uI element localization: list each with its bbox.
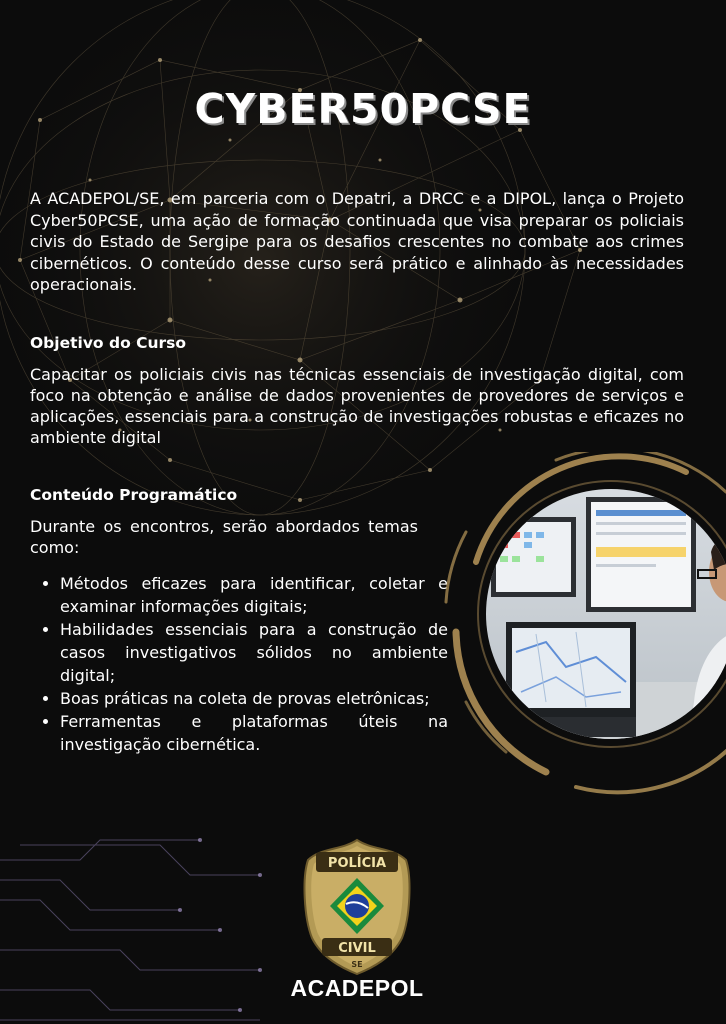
- list-item: • Boas práticas na coleta de provas eletrônicas;: [60, 687, 448, 710]
- list-item: • Métodos eficazes para identificar, coletar e examinar informações digitais;: [60, 572, 448, 618]
- objective-text: Capacitar os policiais civis nas técnicas essenciais de investigação digital, com foco na obtenção e análise de dados provenientes de provedores de serviços e aplicações, essenciais para a construção de investigações robustas e eficazes no ambiente digital: [30, 365, 684, 447]
- topics-list: [30, 572, 448, 756]
- investigator-photo: [436, 452, 726, 797]
- badge-top-text: POLÍCIA: [327, 856, 387, 871]
- objective-heading: Objetivo do Curso: [30, 334, 187, 352]
- intro-paragraph: A ACADEPOL/SE, em parceria com o Depatri, a DRCC e a DIPOL, lança o Projeto Cyber50PCSE, uma ação de formação continuada que visa preparar os policiais civis do Estado de Sergipe para os desafios crescentes no combate aos crimes cibernéticos. O conteúdo desse curso será prático e alinhado às necessidades operacionais.: [30, 189, 684, 294]
- program-heading: Conteúdo Programático: [30, 486, 238, 504]
- badge-bottom-text: CIVIL: [338, 941, 376, 956]
- badge-state-text: SE: [351, 960, 363, 969]
- page-title: CYBER50PCSE: [194, 85, 532, 134]
- policia-civil-badge: [302, 838, 412, 976]
- list-item: • Habilidades essenciais para a construção de casos investigativos sólidos no ambiente digital;: [60, 618, 448, 687]
- program-lead: Durante os encontros, serão abordados temas como:: [30, 517, 418, 557]
- list-item: • Ferramentas e plataformas úteis na investigação cibernética.: [60, 710, 448, 756]
- acadepol-label: ACADEPOL: [290, 975, 424, 1001]
